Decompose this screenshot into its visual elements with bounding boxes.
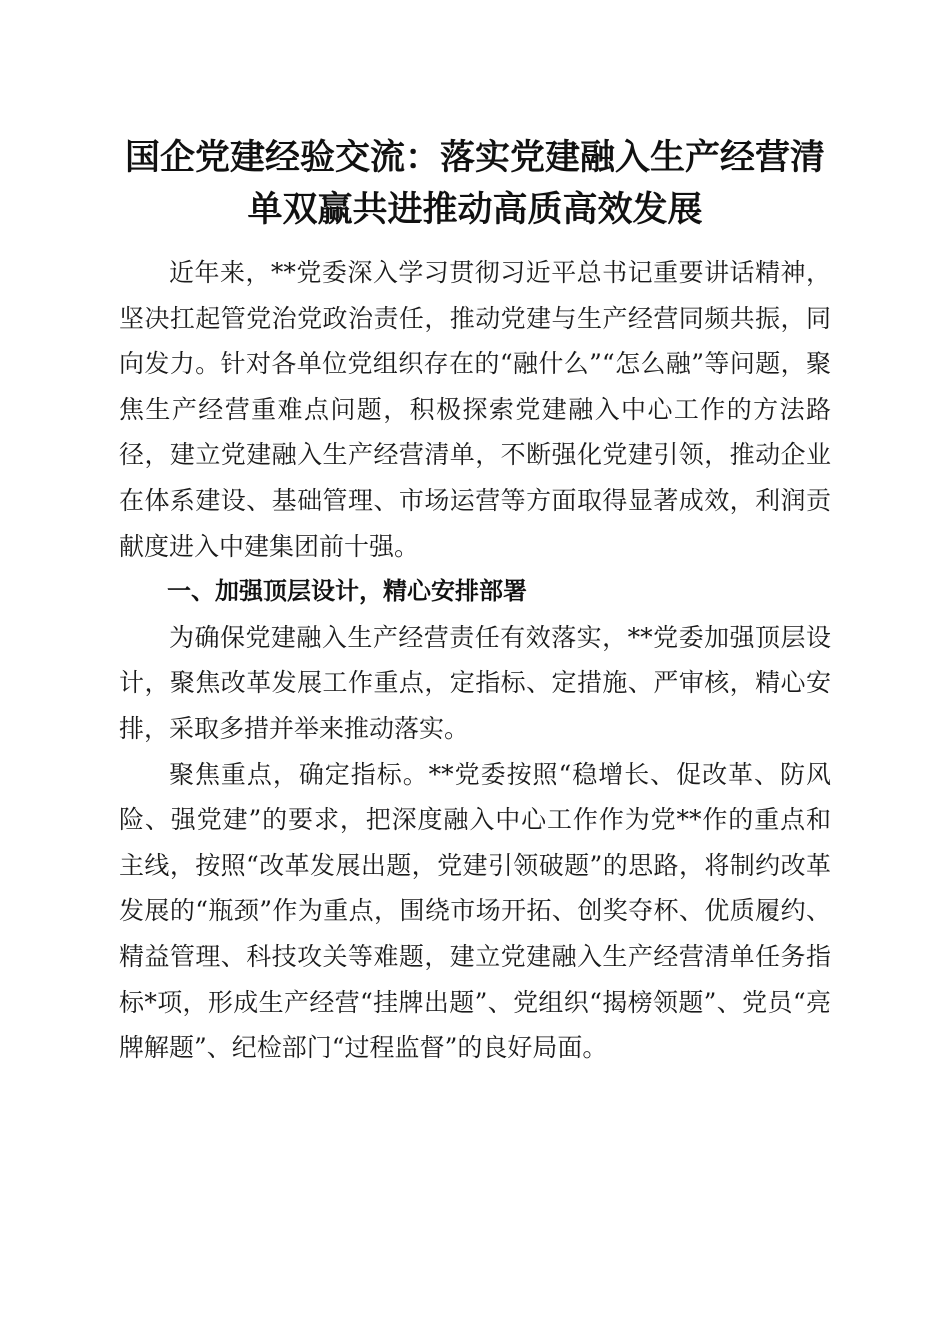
document-body	[119, 250, 831, 1071]
intro-paragraph: 近年来，**党委深入学习贯彻习近平总书记重要讲话精神，坚决扛起管党治党政治责任，推动党建与生产经营同频共振，同向发力。针对各单位党组织存在的“融什么”“怎么融”等问题，聚焦生产经营重难点问题，积极探索党建融入中心工作的方法路径，建立党建融入生产经营清单，不断强化党建引领，推动企业在体系建设、基础管理、市场运营等方面取得显著成效，利润贡献度进入中建集团前十强。	[119, 258, 831, 561]
section-heading: 一、加强顶层设计，精心安排部署	[167, 577, 527, 606]
document-title	[100, 132, 850, 236]
section-paragraph-1: 为确保党建融入生产经营责任有效落实，**党委加强顶层设计，聚焦改革发展工作重点，定指标、定措施、严审核，精心安排，采取多措并举来推动落实。	[119, 622, 831, 743]
title-line-2: 单双赢共进推动高质高效发展	[247, 189, 703, 230]
section-paragraph-2: 聚焦重点，确定指标。**党委按照“稳增长、促改革、防风险、强党建”的要求，把深度融入中心工作作为党**作的重点和主线，按照“改革发展出题，党建引领破题”的思路，将制约改革发展的“瓶颈”作为重点，围绕市场开拓、创奖夺杯、优质履约、精益管理、科技攻关等难题，建立党建融入生产经营清单任务指标*项，形成生产经营“挂牌出题”、党组织“揭榜领题”、党员“亮牌解题”、纪检部门“过程监督”的良好局面。	[119, 759, 831, 1063]
title-line-1: 国企党建经验交流：落实党建融入生产经营清	[124, 137, 825, 178]
